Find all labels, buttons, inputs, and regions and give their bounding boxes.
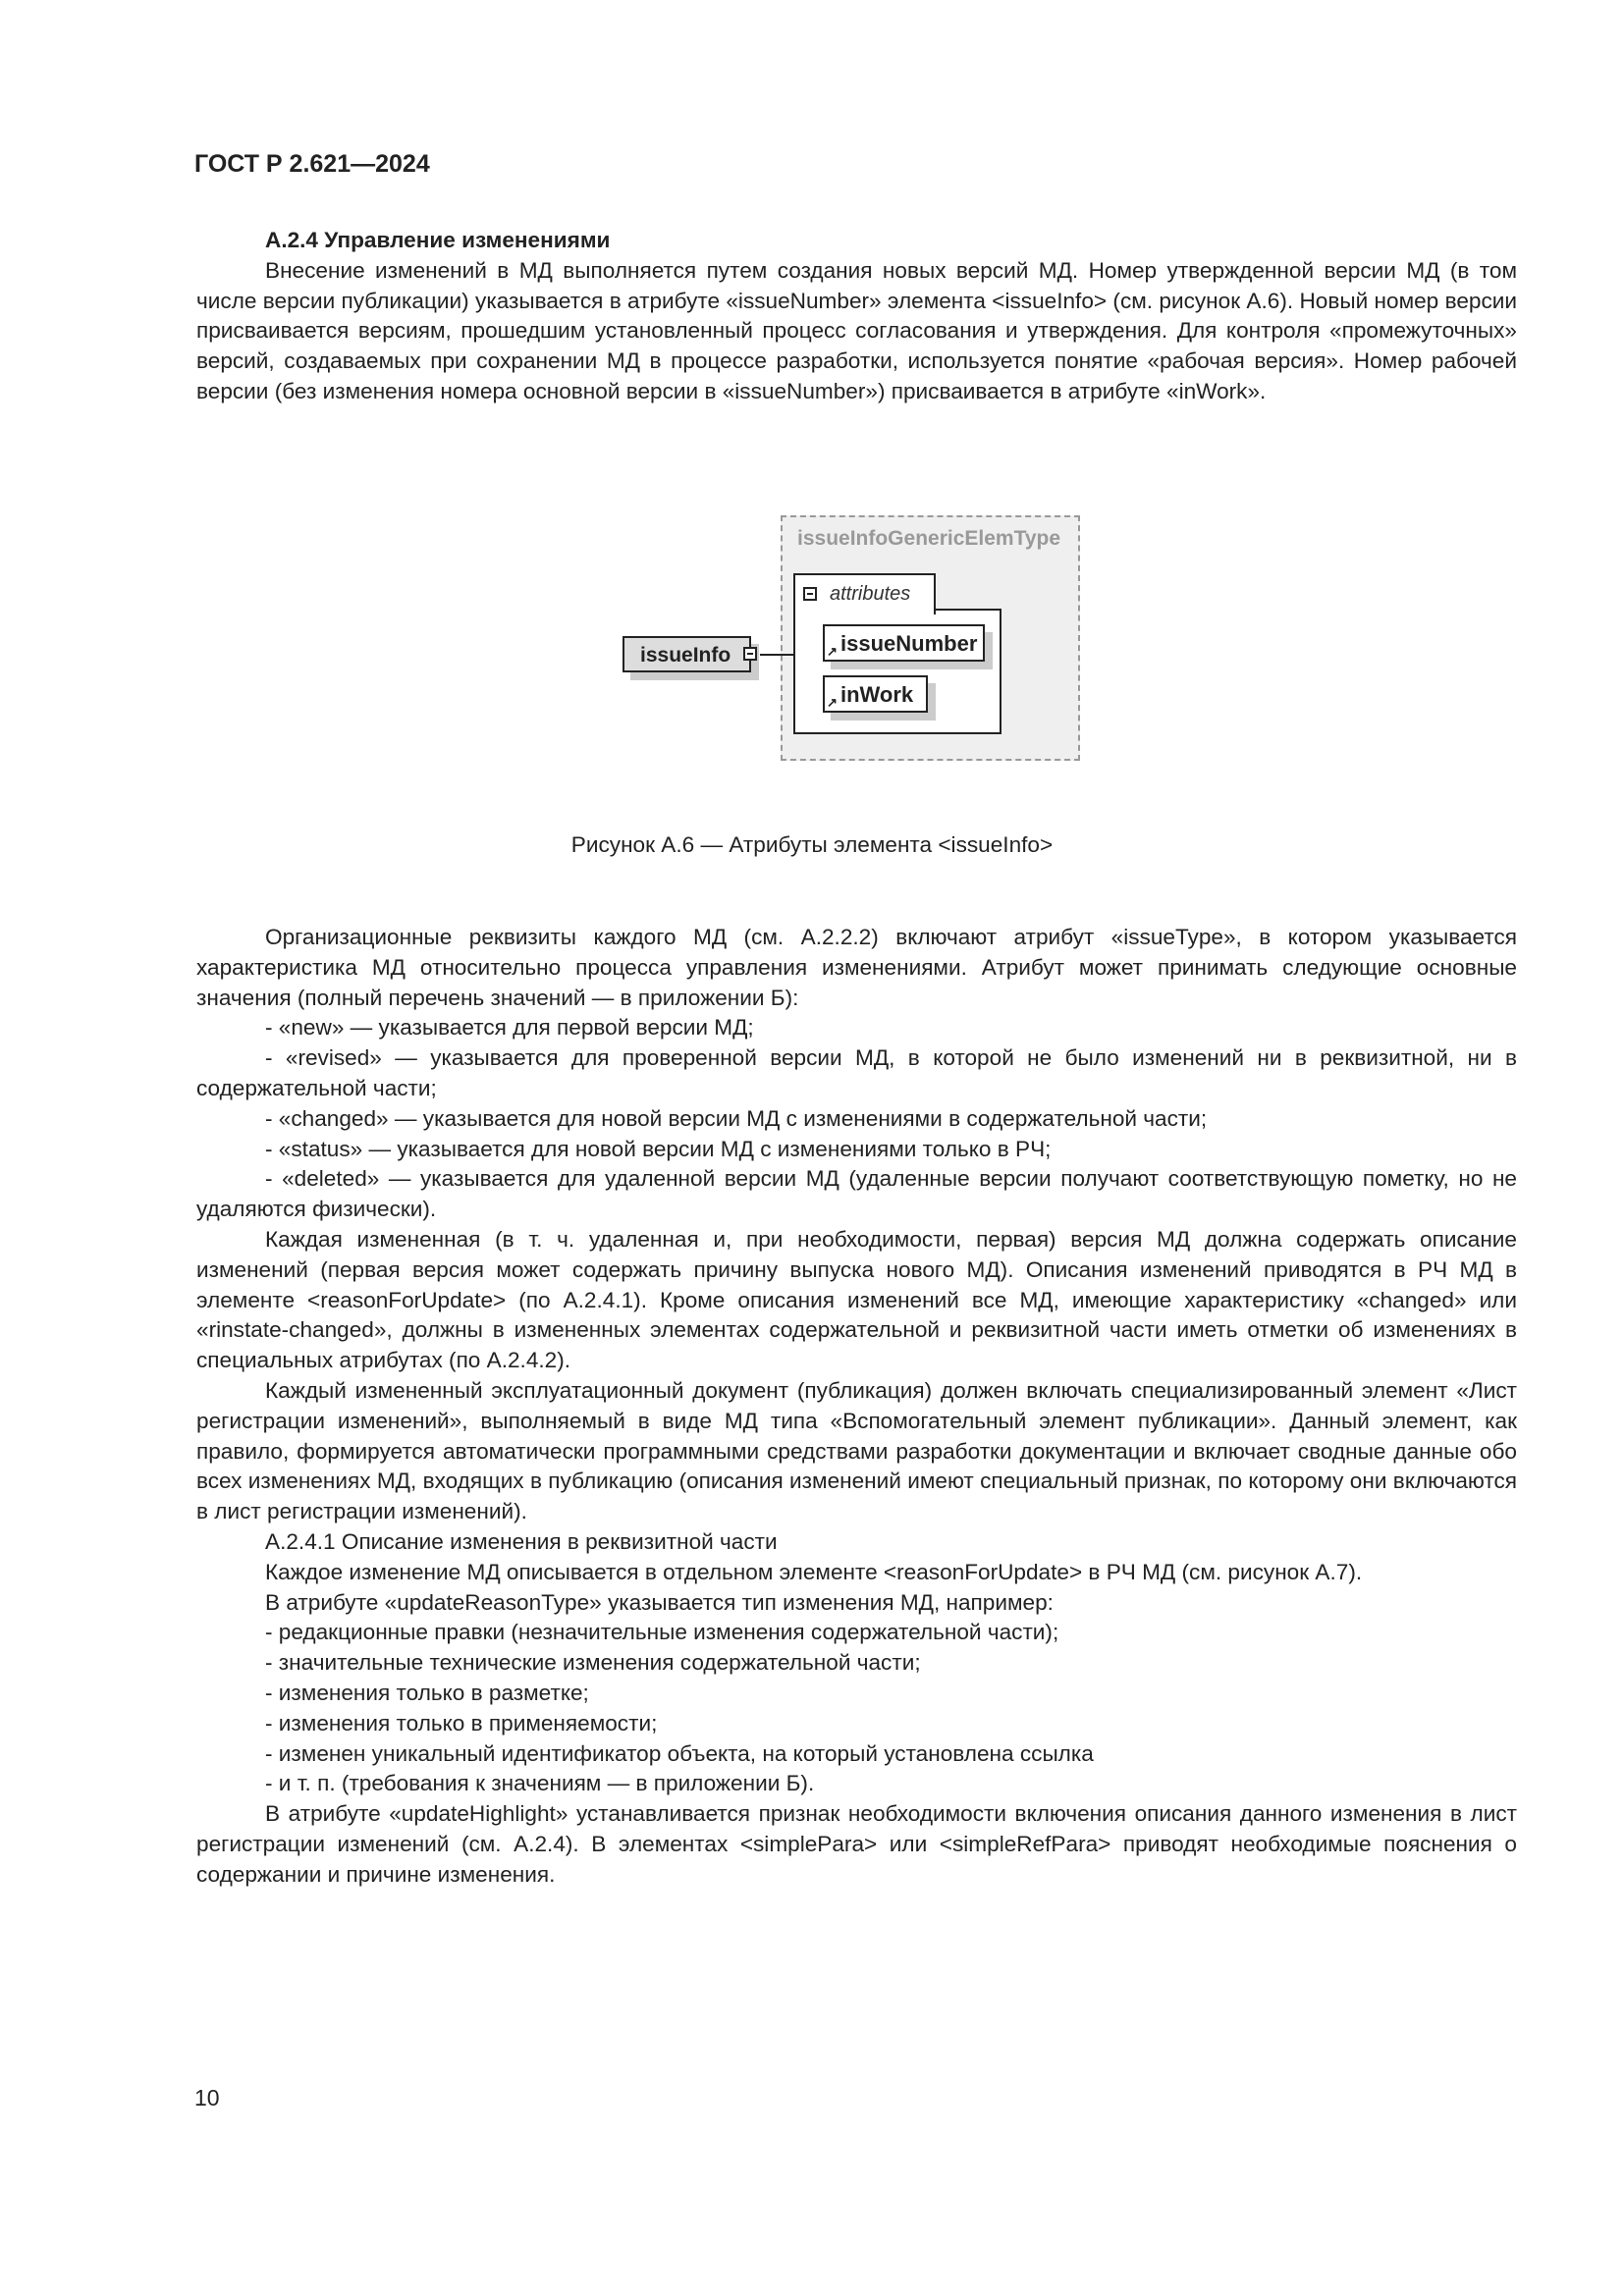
list-item: - изменен уникальный идентификатор объекта, на который установлена ссылка (265, 1740, 1094, 1766)
collapse-icon (803, 587, 817, 601)
connector-line (760, 654, 793, 656)
subsection-heading: А.2.4.1 Описание изменения в реквизитной части (265, 1528, 778, 1554)
section-intro (196, 226, 1517, 407)
body-text (196, 923, 1517, 1891)
page-number: 10 (194, 2085, 220, 2110)
list-item: - «revised» — указывается для проверенной версии МД, в которой не было изменений ни в реквизитной, ни в содержательной части; (196, 1045, 1517, 1100)
paragraph: Каждая измененная (в т. ч. удаленная и, при необходимости, первая) версия МД должна содержать описание изменений (первая версия может содержать причину выпуска нового МД). Описания изменений приводятся в РЧ МД в элементе <reasonForUpdate> (по А.2.4.1). Кроме описания изменений все МД, имеющие характеристику «changed» или «rinstate-changed», должны в измененных элементах содержательной и реквизитной части иметь отметки об изменениях в специальных атрибутах (по А.2.4.2). (196, 1226, 1517, 1373)
paragraph: Каждый измененный эксплуатационный документ (публикация) должен включать специализированный элемент «Лист регистрации изменений», выполняемый в виде МД типа «Вспомогательный элемент публикации». Данный элемент, как правило, формируется автоматически программными средствами разработки документации и включает сводные данные обо всех изменениях МД, входящих в публикацию (описания изменений имеют специальный признак, по которому они включаются в лист регистрации изменений). (196, 1377, 1517, 1524)
attribute-in-work (823, 675, 928, 713)
paragraph: Внесение изменений в МД выполняется путем создания новых версий МД. Номер утвержденной версии МД (в том числе версии публикации) указывается в атрибуте «issueNumber» элемента <issueInfo> (см. рисунок А.6). Новый номер версии присваивается версиям, прошедшим установленный процесс согласования и утверждения. Для контроля «промежуточных» версий, создаваемых при сохранении МД в процессе разработки, используется понятие «рабочая версия». Номер рабочей версии (без изменения номера основной версии в «issueNumber») присваивается в атрибуте «inWork». (196, 257, 1517, 403)
attribute-label: inWork (840, 682, 914, 707)
paragraph: В атрибуте «updateReasonType» указывается тип изменения МД, например: (265, 1589, 1054, 1615)
attribute-issue-number (823, 624, 985, 662)
list-item: - «status» — указывается для новой версии МД с изменениями только в РЧ; (265, 1136, 1052, 1161)
paragraph: В атрибуте «updateHighlight» устанавливается признак необходимости включения описания данного изменения в лист регистрации изменений (см. А.2.4). В элементах <simplePara> или <simpleRefPara> приводят необходимые пояснения о содержании и причине изменения. (196, 1801, 1517, 1887)
attribute-label: issueNumber (840, 631, 978, 656)
attributes-label: attributes (830, 583, 911, 605)
tab-joint (795, 607, 934, 613)
document-header: ГОСТ Р 2.621—2024 (194, 150, 430, 178)
paragraph: Каждое изменение МД описывается в отдельном элементе <reasonForUpdate> в РЧ МД (см. рисунок А.7). (265, 1559, 1363, 1584)
paragraph: Организационные реквизиты каждого МД (см. А.2.2.2) включают атрибут «issueType», в котором указывается характеристика МД относительно процесса управления изменениями. Атрибут может принимать следующие основные значения (полный перечень значений — в приложении Б): (196, 925, 1517, 1010)
reference-arrow-icon: ↗ (827, 644, 838, 659)
section-heading: А.2.4 Управление изменениями (265, 228, 611, 252)
list-item: - редакционные правки (незначительные изменения содержательной части); (265, 1620, 1059, 1645)
list-item: - «deleted» — указывается для удаленной версии МД (удаленные версии получают соответствующую пометку, но не удаляются физически). (196, 1166, 1517, 1222)
reference-arrow-icon: ↗ (827, 695, 838, 710)
collapse-icon (743, 647, 757, 661)
list-item: - значительные технические изменения содержательной части; (265, 1650, 921, 1676)
figure-caption: Рисунок А.6 — Атрибуты элемента <issueInfo> (570, 832, 1054, 857)
list-item: - и т. п. (требования к значениям — в приложении Б). (265, 1771, 815, 1796)
list-item: - изменения только в применяемости; (265, 1710, 658, 1735)
element-issue-info: issueInfo (623, 636, 751, 672)
type-name: issueInfoGenericElemType (797, 527, 1061, 550)
list-item: - «new» — указывается для первой версии МД; (265, 1015, 754, 1041)
list-item: - изменения только в разметке; (265, 1680, 589, 1705)
list-item: - «changed» — указывается для новой версии МД с изменениями в содержательной части; (265, 1105, 1208, 1131)
